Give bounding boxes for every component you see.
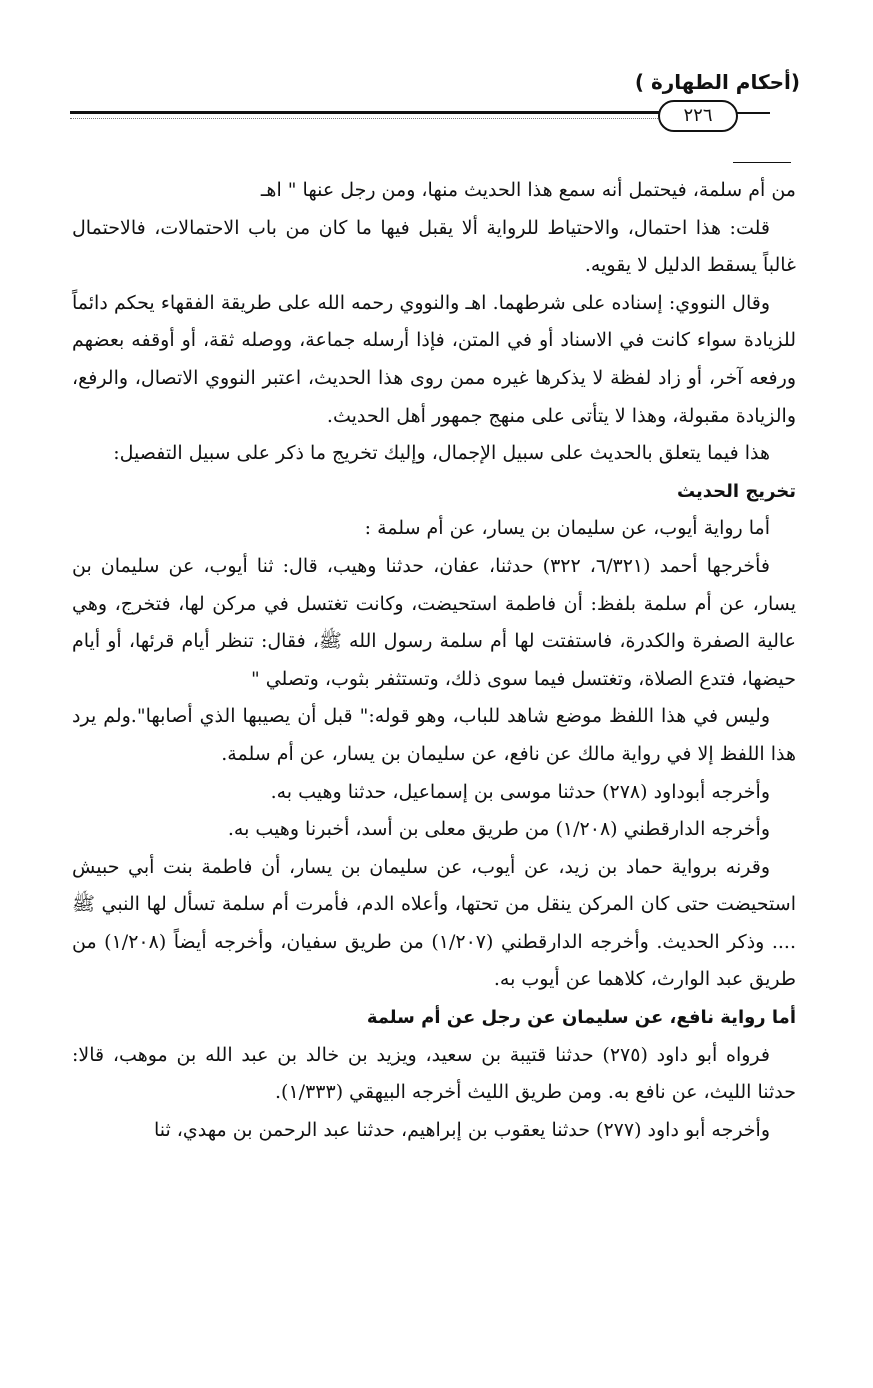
section-heading: تخريج الحديث	[676, 480, 796, 502]
page-number: ٢٢٦	[658, 100, 738, 132]
paragraph: وأخرجه أبو داود (٢٧٧) حدثنا يعقوب بن إبراهيم، حدثنا عبد الرحمن بن مهدي، ثنا	[153, 1118, 770, 1141]
paragraph: وليس في هذا اللفظ موضع شاهد للباب، وهو قوله:" قبل أن يصيبها الذي أصابها".ولم يرد هذا اللفظ إلا في رواية مالك عن نافع، عن سليمان بن يسار، عن أم سلمة.	[72, 705, 796, 765]
header-dotted-rule	[70, 118, 720, 119]
paragraph: فرواه أبو داود (٢٧٥) حدثنا قتيبة بن سعيد، ويزيد بن خالد بن عبد الله بن موهب، قالا: حدثنا الليث، عن نافع به. ومن طريق الليث أخرجه البيهقي (١/٣٣٣).	[72, 1043, 796, 1104]
page-body	[72, 172, 796, 1149]
paragraph: فأخرجها أحمد (٦/٣٢١، ٣٢٢) حدثنا، عفان، حدثنا وهيب، قال: ثنا أيوب، عن سليمان بن يسار، عن أم سلمة بلفظ: أن فاطمة استحيضت، وكانت تغتسل في مركن لها، فتخرج، وهي عالية الصفرة والكدرة، فاستفتت لها أم سلمة رسول الله ﷺ، فقال: تنظر أيام قرئها، أو أيام حيضها، فتدع الصلاة، وتغتسل فيما سوى ذلك، وتستثفر بثوب، وتصلي "	[72, 554, 796, 690]
paragraph: وقال النووي: إسناده على شرطهما. اهـ والنووي رحمه الله على طريقة الفقهاء يحكم دائماً للزيادة سواء كانت في الاسناد أو في المتن، فإذا أرسله جماعة، ووصله ثقة، أو أوقفه بعضهم ورفعه آخر، أو زاد لفظة لا يذكرها غيره ممن روى هذا الحديث، اعتبر النووي الاتصال، والرفع، والزيادة مقبولة، وهذا لا يتأتى على منهج جمهور أهل الحديث.	[72, 291, 796, 427]
paragraph: وأخرجه الدارقطني (١/٢٠٨) من طريق معلى بن أسد، أخبرنا وهيب به.	[227, 818, 770, 841]
paragraph: وأخرجه أبوداود (٢٧٨) حدثنا موسى بن إسماعيل، حدثنا وهيب به.	[270, 780, 770, 803]
paragraph: وقرنه برواية حماد بن زيد، عن أيوب، عن سليمان بن يسار، أن فاطمة بنت أبي حبيش استحيضت حتى كان المركن ينقل من تحتها، وأعلاه الدم، فأمرت أم سلمة تسأل لها النبي ﷺ .... وذكر الحديث. وأخرجه الدارقطني (١/٢٠٧) من طريق سفيان، وأخرجه أيضاً (١/٢٠٨) من طريق عبد الوارث، كلاهما عن أيوب به.	[72, 855, 797, 991]
paragraph-continuation: من أم سلمة، فيحتمل أنه سمع هذا الحديث منها، ومن رجل عنها " اهـ	[260, 179, 796, 201]
paragraph: هذا فيما يتعلق بالحديث على سبيل الإجمال، وإليك تخريج ما ذكر على سبيل التفصيل:	[113, 442, 770, 465]
footnote-separator	[733, 162, 791, 163]
page-number-tail	[736, 112, 770, 114]
paragraph: أما رواية أيوب، عن سليمان بن يسار، عن أم سلمة :	[364, 517, 770, 540]
header-rule	[70, 111, 720, 114]
paragraph: قلت: هذا احتمال، والاحتياط للرواية ألا يقبل فيها ما كان من باب الاحتمالات، فالاحتمال غالباً يسقط الدليل لا يقويه.	[72, 216, 796, 277]
section-heading: أما رواية نافع، عن سليمان عن رجل عن أم سلمة	[366, 1007, 796, 1029]
book-title: (أحكام الطهارة )	[634, 70, 800, 94]
page-header	[70, 62, 800, 132]
